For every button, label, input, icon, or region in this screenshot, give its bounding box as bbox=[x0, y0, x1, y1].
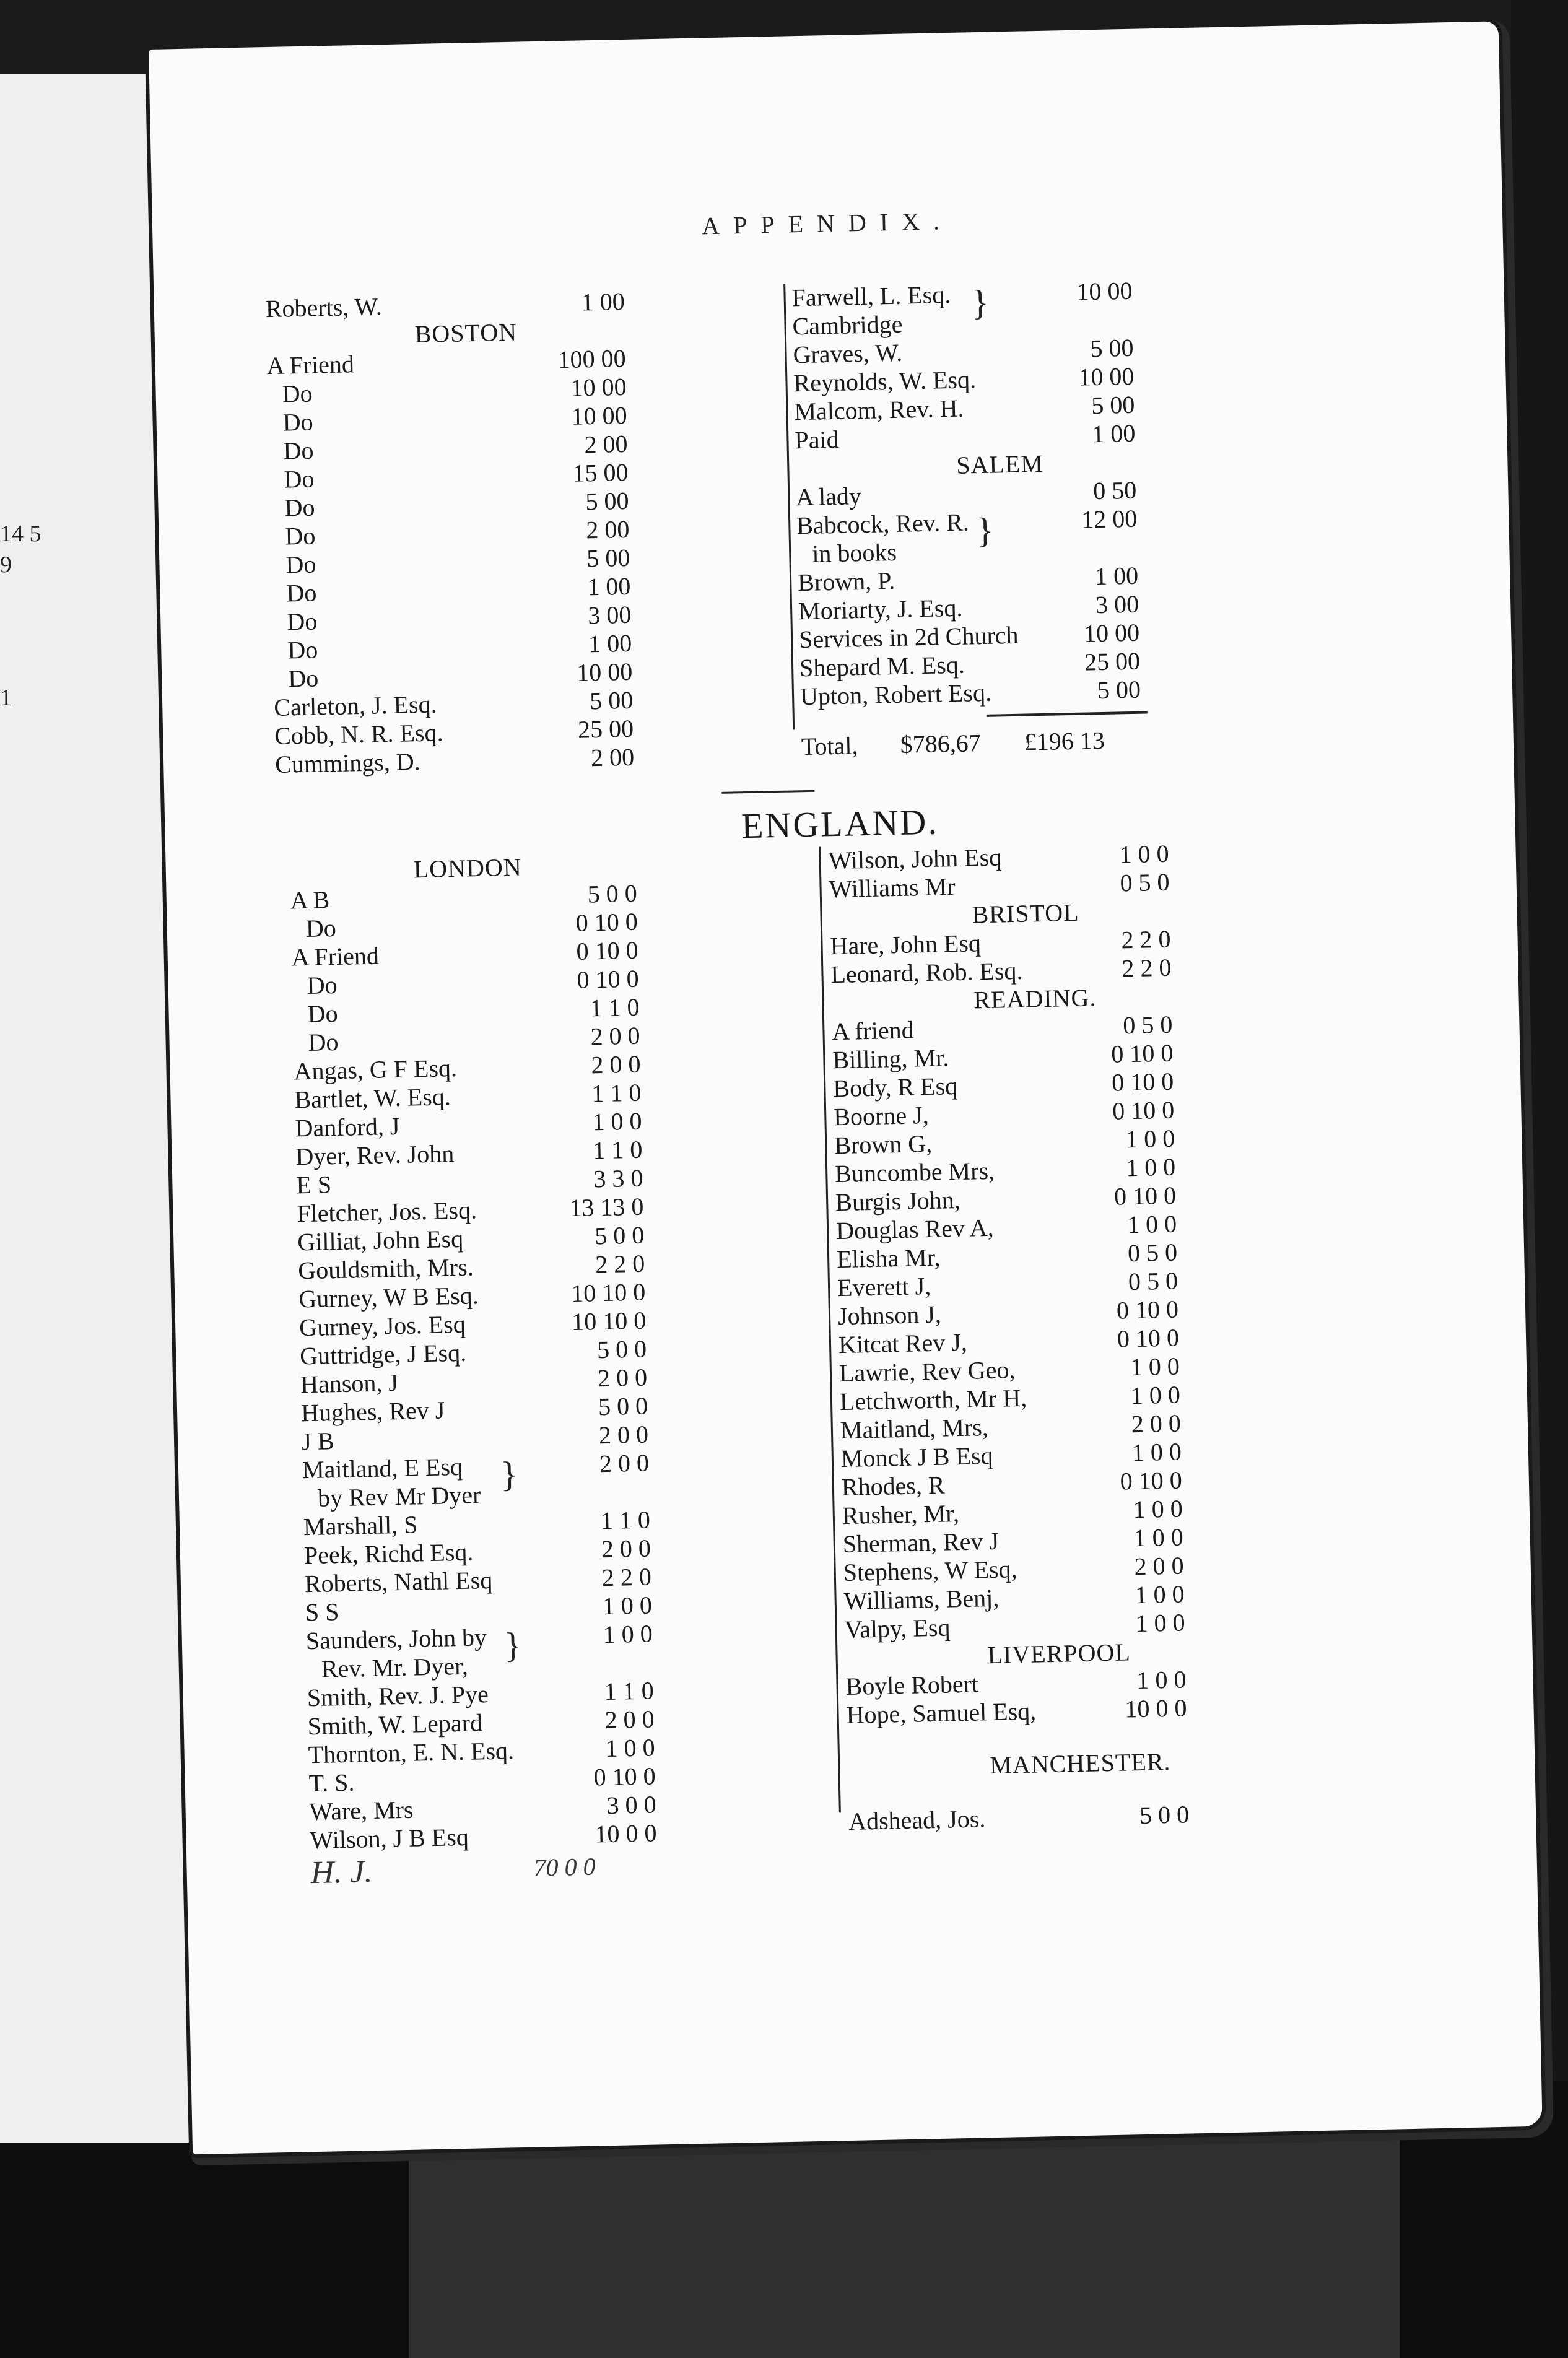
subscription-amount: 5 00 bbox=[1091, 390, 1135, 420]
subscription-amount: 0 10 0 bbox=[576, 936, 639, 965]
subscriber-name: Do bbox=[285, 521, 316, 550]
subscription-amount: 5 0 0 bbox=[598, 1391, 648, 1421]
subscription-amount: 0 10 0 bbox=[1117, 1323, 1180, 1353]
subscriber-name: Valpy, Esq bbox=[844, 1613, 951, 1644]
subscriber-name: Douglas Rev A, bbox=[835, 1213, 995, 1245]
subscriber-name: Services in 2d Church bbox=[798, 620, 1019, 654]
brace-mark: } bbox=[500, 1454, 518, 1495]
handwritten-initials: H. J. bbox=[310, 1854, 373, 1891]
subscription-amount: 10 00 bbox=[1083, 618, 1140, 648]
london-column bbox=[289, 849, 744, 1855]
subscription-amount: 1 0 0 bbox=[1130, 1352, 1180, 1381]
subscriber-name: Do bbox=[307, 999, 339, 1028]
subscriber-name: Do bbox=[285, 578, 317, 607]
subscriber-name: Cummings, D. bbox=[274, 747, 421, 778]
subscriber-name: Peek, Richd Esq. bbox=[303, 1538, 474, 1570]
subscriber-name: Elisha Mr, bbox=[836, 1243, 941, 1274]
subscription-amount: 1 0 0 bbox=[1125, 1152, 1176, 1182]
subscriber-name: Angas, G F Esq. bbox=[294, 1053, 458, 1085]
subscription-amount: 1 0 0 bbox=[1130, 1380, 1181, 1410]
subscriber-name: Graves, W. bbox=[793, 338, 903, 369]
subscription-amount: 1 1 0 bbox=[590, 993, 640, 1022]
subscription-amount: 1 1 0 bbox=[592, 1135, 643, 1165]
subscription-amount: 0 5 0 bbox=[1122, 1010, 1173, 1040]
subscriber-name: Do bbox=[282, 407, 314, 437]
total-row bbox=[801, 725, 1148, 761]
subscriber-name: Johnson J, bbox=[837, 1300, 942, 1331]
subscriber-name: Lawrie, Rev Geo, bbox=[838, 1355, 1016, 1388]
section-rule bbox=[721, 790, 814, 794]
subscription-amount: 2 0 0 bbox=[591, 1050, 641, 1079]
subscription-amount: 2 0 0 bbox=[598, 1420, 649, 1450]
subscriber-name: A lady bbox=[795, 482, 862, 511]
subscriber-name: Body, R Esq bbox=[832, 1072, 958, 1103]
total-dollars: $786,67 bbox=[900, 729, 982, 759]
subscription-amount: 1 00 bbox=[588, 629, 632, 658]
subscriber-name: Shepard M. Esq. bbox=[799, 650, 965, 682]
subscription-amount: 5 00 bbox=[585, 486, 629, 516]
subscription-amount: 2 00 bbox=[590, 742, 635, 772]
subscription-amount: 5 00 bbox=[589, 685, 634, 715]
total-pounds: £196 13 bbox=[1024, 726, 1105, 756]
subscription-amount: 2 2 0 bbox=[595, 1249, 645, 1279]
subscription-amount: 0 10 0 bbox=[1116, 1295, 1179, 1325]
subscriber-name: Hope, Samuel Esq, bbox=[846, 1697, 1037, 1729]
subscription-amount: 2 00 bbox=[585, 515, 630, 544]
subscriber-name: Gilliat, John Esq bbox=[297, 1224, 464, 1256]
subscriber-name: Rusher, Mr, bbox=[842, 1499, 960, 1530]
city-heading-text: LIVERPOOL bbox=[987, 1638, 1131, 1669]
subscriber-name: Farwell, L. Esq. bbox=[791, 280, 951, 312]
subscriber-name: Hare, John Esq bbox=[830, 929, 982, 960]
subscriber-name: Do bbox=[305, 913, 337, 942]
subscriber-name: Brown, P. bbox=[797, 566, 895, 597]
subscription-amount: 10 0 0 bbox=[595, 1819, 657, 1848]
subscriber-name: Cambridge bbox=[792, 310, 903, 341]
subscriber-name: Rhodes, R bbox=[841, 1471, 945, 1502]
subscription-amount: 1 00 bbox=[586, 572, 631, 601]
subscription-amount: 10 00 bbox=[576, 657, 633, 687]
subscriber-name: Roberts, W. bbox=[265, 292, 383, 323]
subscription-amount: 3 0 0 bbox=[606, 1790, 657, 1820]
subscription-amount: 5 0 0 bbox=[587, 879, 638, 908]
subscription-amount: 10 00 bbox=[1076, 276, 1133, 306]
subscription-amount: 10 00 bbox=[571, 401, 628, 430]
subscriber-name: A Friend bbox=[291, 941, 380, 972]
subscriber-name: Boyle Robert bbox=[845, 1669, 979, 1701]
subscription-amount: 1 1 0 bbox=[591, 1078, 642, 1108]
subscription-amount: 1 1 0 bbox=[600, 1505, 651, 1535]
subscriber-name: Malcom, Rev. H. bbox=[794, 394, 964, 426]
subscriber-name: Brown G, bbox=[834, 1129, 933, 1160]
subscriber-name: Rev. Mr. Dyer, bbox=[321, 1651, 469, 1683]
subscriber-name: Moriarty, J. Esq. bbox=[798, 593, 963, 625]
subscription-amount: 5 0 0 bbox=[594, 1220, 645, 1250]
subscription-amount: 0 10 0 bbox=[593, 1762, 656, 1791]
subscriber-name: Thornton, E. N. Esq. bbox=[308, 1736, 515, 1769]
city-heading-text: BRISTOL bbox=[972, 898, 1079, 929]
subscriber-name: Kitcat Rev J, bbox=[838, 1328, 968, 1359]
subscription-amount: 2 0 0 bbox=[1131, 1409, 1182, 1438]
subscriber-name: Buncombe Mrs, bbox=[834, 1156, 995, 1188]
subscription-amount: 1 0 0 bbox=[603, 1619, 653, 1649]
subscriber-name: Smith, W. Lepard bbox=[307, 1708, 483, 1741]
subscription-amount: 12 00 bbox=[1081, 504, 1138, 534]
subscription-amount: 1 0 0 bbox=[1125, 1124, 1175, 1154]
subscriber-name: Dyer, Rev. John bbox=[295, 1139, 455, 1171]
total-label: Total, bbox=[801, 731, 858, 761]
subscription-amount: 1 0 0 bbox=[1133, 1494, 1183, 1524]
subscriber-name: Bartlet, W. Esq. bbox=[294, 1082, 451, 1114]
subscription-amount: 1 00 bbox=[581, 287, 625, 316]
subscriber-name: Maitland, Mrs, bbox=[840, 1413, 989, 1445]
subscription-amount: 5 0 0 bbox=[1139, 1800, 1190, 1830]
subscriber-name: Marshall, S bbox=[303, 1510, 418, 1541]
subscription-amount: 0 50 bbox=[1092, 476, 1137, 505]
subscriber-name: Letchworth, Mr H, bbox=[839, 1383, 1027, 1416]
subscription-amount: 1 1 0 bbox=[604, 1676, 655, 1706]
subscriber-name: Ware, Mrs bbox=[309, 1795, 414, 1826]
handwritten-sum: 70 0 0 bbox=[533, 1852, 596, 1882]
scan-background-board bbox=[409, 2124, 1400, 2358]
subscriber-name: Billing, Mr. bbox=[832, 1043, 949, 1074]
subscriber-name: Gurney, Jos. Esq bbox=[298, 1310, 466, 1342]
subscription-amount: 13 13 0 bbox=[568, 1192, 644, 1222]
subscription-amount: 0 10 0 bbox=[1111, 1067, 1174, 1097]
subscriber-name: A Friend bbox=[266, 350, 355, 380]
salem-column bbox=[791, 277, 1147, 711]
subscription-amount: 2 0 0 bbox=[599, 1448, 650, 1478]
subscriber-name: Do bbox=[282, 379, 313, 408]
subscriber-name: J B bbox=[301, 1427, 334, 1456]
subscription-amount: 1 0 0 bbox=[1135, 1608, 1186, 1638]
subscription-amount: 10 10 0 bbox=[570, 1277, 646, 1308]
subscriber-name: Adshead, Jos. bbox=[848, 1804, 986, 1835]
subscriber-name: Do bbox=[286, 607, 318, 636]
subscriber-name: Fletcher, Jos. Esq. bbox=[296, 1196, 477, 1228]
subscription-amount: 2 2 0 bbox=[1120, 924, 1171, 954]
subscription-amount: 0 5 0 bbox=[1120, 868, 1170, 897]
appendix-page bbox=[149, 21, 1543, 2154]
subscription-amount: 0 10 0 bbox=[577, 964, 640, 994]
subscriber-name: Williams, Benj, bbox=[843, 1583, 1000, 1616]
subscriber-name: Everett J, bbox=[837, 1271, 931, 1302]
subscriber-name: Maitland, E Esq bbox=[302, 1452, 463, 1484]
subscription-amount: 25 00 bbox=[577, 714, 634, 744]
subscriber-name: Upton, Robert Esq. bbox=[799, 678, 992, 711]
subscription-amount: 10 00 bbox=[1078, 362, 1135, 391]
subscriber-name: Paid bbox=[794, 425, 840, 455]
page-title: APPENDIX. bbox=[701, 206, 954, 240]
fragment-text: 14 5 bbox=[0, 521, 41, 547]
subscription-amount: 1 0 0 bbox=[591, 1107, 642, 1136]
city-heading-text: BOSTON bbox=[414, 318, 518, 349]
subscription-amount: 3 3 0 bbox=[593, 1164, 643, 1193]
subscription-amount: 1 0 0 bbox=[605, 1733, 656, 1763]
subscription-amount: 1 00 bbox=[1094, 561, 1139, 591]
subscriber-name: Do bbox=[287, 664, 319, 693]
subscription-amount: 3 00 bbox=[1095, 590, 1139, 619]
subscription-amount: 1 0 0 bbox=[1133, 1523, 1184, 1552]
subscription-amount: 2 0 0 bbox=[597, 1363, 648, 1393]
subscription-amount: 1 0 0 bbox=[1119, 839, 1170, 869]
city-heading-text: READING. bbox=[973, 983, 1097, 1014]
subscription-amount: 1 0 0 bbox=[602, 1591, 653, 1621]
subscriber-name: A friend bbox=[831, 1016, 915, 1046]
subscription-amount: 10 10 0 bbox=[571, 1306, 647, 1336]
subscription-amount: 25 00 bbox=[1084, 646, 1141, 676]
subscription-amount: 2 2 0 bbox=[601, 1562, 652, 1592]
subscription-amount: 5 00 bbox=[1097, 675, 1141, 705]
subscriber-name: Reynolds, W. Esq. bbox=[793, 365, 977, 398]
subscription-amount: 2 2 0 bbox=[1121, 953, 1172, 983]
subscriber-name: Do bbox=[283, 436, 314, 465]
subscription-amount: 2 0 0 bbox=[590, 1021, 640, 1051]
subscription-amount: 1 0 0 bbox=[1131, 1437, 1182, 1467]
subscription-amount: 0 10 0 bbox=[1113, 1181, 1177, 1211]
subscription-amount: 0 10 0 bbox=[1110, 1038, 1174, 1068]
subscriber-name: Do bbox=[307, 970, 338, 999]
boston-column bbox=[265, 286, 696, 779]
city-heading-text: MANCHESTER. bbox=[989, 1747, 1171, 1780]
subscriber-name: Monck J B Esq bbox=[840, 1441, 993, 1473]
brace-mark: } bbox=[503, 1624, 522, 1666]
subscription-amount: 0 10 0 bbox=[1112, 1095, 1175, 1125]
subscriber-name: Hughes, Rev J bbox=[300, 1396, 445, 1427]
brace-mark: } bbox=[971, 282, 990, 323]
subscription-amount: 5 00 bbox=[1089, 333, 1134, 363]
subscriber-name: Do bbox=[287, 635, 318, 664]
subscription-amount: 3 00 bbox=[587, 600, 632, 630]
subscription-amount: 0 10 0 bbox=[575, 907, 638, 937]
provinces-column bbox=[828, 840, 1195, 1836]
fragment-text: 1 bbox=[0, 685, 12, 711]
subscriber-name: Gouldsmith, Mrs. bbox=[297, 1253, 474, 1285]
subscriber-name: Roberts, Nathl Esq bbox=[304, 1565, 493, 1598]
subscription-amount: 5 0 0 bbox=[596, 1334, 647, 1364]
subscriber-name: Smith, Rev. J. Pye bbox=[307, 1680, 489, 1712]
subscriber-name: Wilson, J B Esq bbox=[310, 1822, 469, 1855]
city-heading-text: LONDON bbox=[413, 853, 523, 884]
subscriber-name: Guttridge, J Esq. bbox=[299, 1338, 467, 1370]
subscriber-name: Wilson, John Esq bbox=[828, 843, 1002, 875]
subscriber-name: T. S. bbox=[308, 1768, 355, 1798]
subscriber-name: Burgis John, bbox=[835, 1185, 961, 1217]
subscriber-name: Sherman, Rev J bbox=[842, 1526, 1000, 1559]
total-rule bbox=[987, 711, 1148, 716]
england-heading: ENGLAND. bbox=[741, 801, 939, 846]
city-heading-text: SALEM bbox=[956, 449, 1044, 479]
subscriber-name: Do bbox=[308, 1027, 339, 1056]
subscriber-name: E S bbox=[295, 1170, 332, 1199]
subscriber-name: Babcock, Rev. R. bbox=[796, 508, 970, 540]
subscription-amount: 2 0 0 bbox=[1134, 1551, 1185, 1581]
brace-mark: } bbox=[975, 510, 995, 551]
subscriber-name: Hanson, J bbox=[300, 1368, 399, 1399]
subscriber-name: Williams Mr bbox=[829, 872, 956, 903]
subscription-amount: 2 00 bbox=[584, 429, 628, 459]
subscription-amount: 5 00 bbox=[586, 543, 630, 573]
subscriber-name: Leonard, Rob. Esq. bbox=[830, 956, 1023, 989]
subscription-amount: 2 0 0 bbox=[604, 1705, 655, 1734]
subscriber-name: Danford, J bbox=[295, 1112, 400, 1142]
subscriber-name: Boorne J, bbox=[833, 1101, 930, 1131]
subscription-amount: 1 00 bbox=[1091, 419, 1136, 448]
subscriber-name: Carleton, J. Esq. bbox=[273, 690, 438, 721]
subscription-amount: 2 0 0 bbox=[601, 1534, 651, 1564]
subscriber-name: Saunders, John by bbox=[305, 1623, 487, 1655]
subscriber-name: A B bbox=[290, 885, 330, 915]
subscriber-name: by Rev Mr Dyer bbox=[317, 1481, 481, 1512]
subscription-amount: 1 0 0 bbox=[1136, 1665, 1187, 1695]
subscriber-name: Do bbox=[284, 493, 315, 522]
subscription-amount: 0 10 0 bbox=[1120, 1466, 1183, 1495]
subscription-amount: 10 0 0 bbox=[1125, 1694, 1187, 1723]
subscriber-name: Cobb, N. R. Esq. bbox=[274, 718, 443, 750]
subscriber-name: Stephens, W Esq, bbox=[843, 1555, 1017, 1587]
subscription-amount: 1 0 0 bbox=[1126, 1209, 1177, 1239]
subscriber-name: Gurney, W B Esq. bbox=[298, 1281, 479, 1313]
subscription-amount: 1 0 0 bbox=[1135, 1580, 1185, 1609]
fragment-text: 9 bbox=[0, 552, 12, 578]
subscriber-name: S S bbox=[305, 1598, 339, 1627]
subscription-amount: 0 5 0 bbox=[1127, 1238, 1178, 1268]
subscriber-name: in books bbox=[811, 537, 897, 568]
subscription-amount: 100 00 bbox=[557, 344, 627, 374]
subscriber-name: Do bbox=[285, 550, 316, 579]
subscription-amount: 10 00 bbox=[570, 372, 627, 402]
subscription-amount: 15 00 bbox=[572, 458, 629, 487]
subscriber-name: Do bbox=[284, 464, 315, 494]
subscription-amount: 0 5 0 bbox=[1128, 1266, 1178, 1296]
